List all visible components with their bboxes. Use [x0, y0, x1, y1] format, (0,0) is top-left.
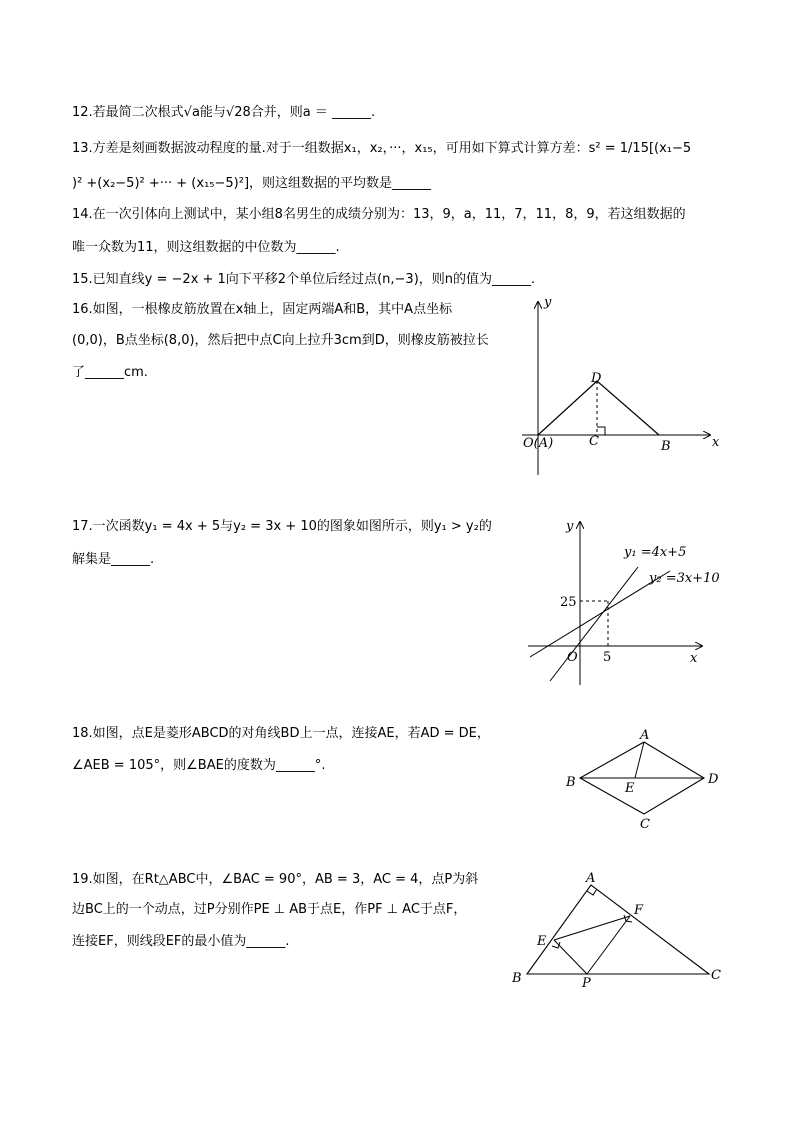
tick-label-25: 25 [560, 595, 577, 610]
label-c: C [640, 817, 650, 832]
question-19-line-3: 连接EF，则线段EF的最小值为______. [72, 934, 290, 949]
question-18-line-2: ∠AEB = 105°，则∠BAE的度数为______°. [72, 758, 326, 773]
label-b: B [661, 439, 671, 454]
label-a: A [640, 728, 650, 743]
triangle-abc [527, 885, 709, 974]
right-angle-mark-e [552, 942, 560, 948]
segment-db [597, 381, 659, 435]
segment-ef [554, 916, 630, 940]
question-16-line-1: 16.如图，一根橡皮筋放置在x轴上，固定两端A和B，其中A点坐标 [72, 302, 453, 317]
line-y1 [550, 567, 638, 681]
label-d: D [708, 772, 719, 787]
label-p: P [582, 976, 591, 991]
question-12: 12.若最简二次根式√a能与√28合并，则a ＝ ______. [72, 105, 376, 120]
segment-ae [635, 742, 644, 778]
question-17-line-1: 17.一次函数y₁ = 4x + 5与y₂ = 3x + 10的图象如图所示，则y₁ > y₂的 [72, 519, 492, 534]
figure-16-rubber-band [500, 290, 740, 480]
question-17-line-2: 解集是______. [72, 552, 155, 567]
figure-18-rhombus [560, 725, 730, 835]
question-14-line-1: 14.在一次引体向上测试中，某小组8名男生的成绩分别为：13，9，a，11，7，11，8，9，若这组数据的 [72, 207, 686, 222]
question-19-line-1: 19.如图，在Rt△ABC中，∠BAC = 90°，AB = 3，AC = 4，点P为斜 [72, 872, 479, 887]
label-c: C [589, 434, 599, 449]
question-15: 15.已知直线y = −2x + 1向下平移2个单位后经过点(n,−3)，则n的值为______. [72, 272, 536, 287]
label-origin: O(A) [523, 436, 554, 451]
axis-label-x: x [690, 651, 698, 666]
question-18-line-1: 18.如图，点E是菱形ABCD的对角线BD上一点，连接AE，若AD = DE， [72, 726, 490, 741]
question-13-line-1: 13.方差是刻画数据波动程度的量.对于一组数据x₁，x₂，···，x₁₅，可用如下算式计算方差：s² = 1/15[(x₁−5 [72, 141, 692, 156]
question-16-line-3: 了______cm. [72, 365, 148, 380]
label-a: A [586, 871, 596, 886]
axis-label-y: y [544, 295, 552, 310]
question-19-line-2: 边BC上的一个动点，过P分别作PE ⊥ AB于点E，作PF ⊥ AC于点F， [72, 902, 467, 917]
label-y1: y₁ =4x+5 [624, 545, 687, 560]
question-14-line-2: 唯一众数为11，则这组数据的中位数为______. [72, 240, 340, 255]
figure-17-linear-functions [520, 510, 740, 690]
label-f: F [634, 903, 644, 918]
label-origin: O [567, 650, 578, 665]
figure-19-right-triangle [505, 868, 735, 993]
tick-label-5: 5 [603, 650, 612, 665]
axis-label-y: y [566, 519, 574, 534]
label-c: C [711, 968, 721, 983]
label-e: E [537, 934, 547, 949]
segment-pf [587, 916, 630, 974]
label-b: B [566, 775, 576, 790]
axis-label-x: x [712, 435, 720, 450]
label-e: E [625, 781, 635, 796]
question-13-line-2: )² +(x₂−5)² +··· + (x₁₅−5)²]，则这组数据的平均数是______ [72, 176, 432, 191]
label-b: B [512, 971, 522, 986]
right-angle-mark-a [587, 889, 597, 895]
label-d: D [591, 371, 602, 386]
label-y2: y₂ =3x+10 [649, 571, 720, 586]
question-16-line-2: (0,0)，B点坐标(8,0)，然后把中点C向上拉升3cm到D，则橡皮筋被拉长 [72, 333, 489, 348]
segment-ad [538, 381, 597, 435]
